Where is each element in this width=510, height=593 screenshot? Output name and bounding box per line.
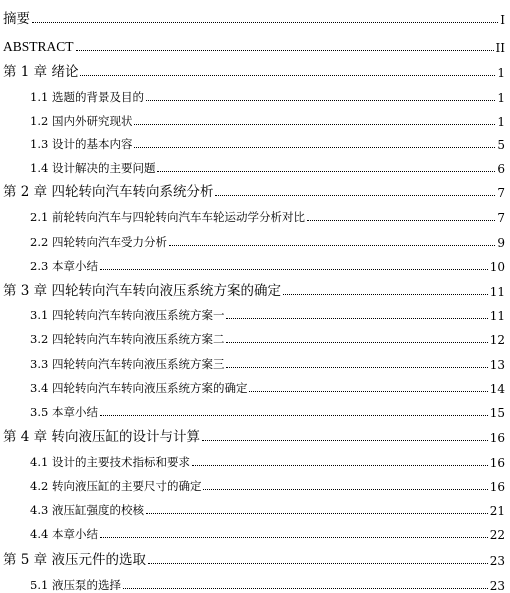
dot-leader <box>202 440 488 441</box>
toc-section-entry <box>0 325 510 347</box>
toc-entry-page-number: 7 <box>497 186 505 200</box>
toc-entry-page-number: 10 <box>489 260 505 274</box>
toc-entry-page-number: 6 <box>497 162 505 176</box>
toc-entry-title: 4.3 液压缸强度的校核 <box>30 503 144 517</box>
dot-leader <box>123 588 488 589</box>
dot-leader <box>283 294 488 295</box>
toc-entry-page-number: II <box>495 41 505 55</box>
dot-leader <box>307 220 495 221</box>
toc-entry-page-number: 13 <box>489 358 505 372</box>
toc-entry-title: 第 2 章 四轮转向汽车转向系统分析 <box>3 184 214 200</box>
toc-entry-page-number: 5 <box>497 138 505 152</box>
toc-entry-title: 5.1 液压泵的选择 <box>30 578 121 592</box>
toc-entry-title: 1.3 设计的基本内容 <box>30 137 133 151</box>
toc-section-entry <box>0 520 510 542</box>
toc-section-entry <box>0 571 510 593</box>
dot-leader <box>134 147 495 148</box>
toc-section-entry <box>0 107 510 129</box>
toc-entry-page-number: 16 <box>489 480 505 494</box>
toc-chapter-entry <box>0 58 510 80</box>
toc-section-entry <box>0 448 510 470</box>
toc-section-entry <box>0 496 510 518</box>
toc-section-entry <box>0 350 510 372</box>
toc-section-entry <box>0 472 510 494</box>
toc-section-entry <box>0 301 510 323</box>
dot-leader <box>146 100 495 101</box>
dot-leader <box>148 563 488 564</box>
toc-entry-title: 4.4 本章小结 <box>30 527 98 541</box>
toc-entry-title: 3.2 四轮转向汽车转向液压系统方案二 <box>30 332 225 346</box>
toc-entry-title: 3.5 本章小结 <box>30 405 98 419</box>
dot-leader <box>76 50 494 51</box>
dot-leader <box>100 537 488 538</box>
toc-entry-page-number: 21 <box>489 504 505 518</box>
toc-entry-title: 4.2 转向液压缸的主要尺寸的确定 <box>30 479 202 493</box>
toc-entry-page-number: 14 <box>489 382 505 396</box>
toc-entry-page-number: I <box>500 13 505 27</box>
dot-leader <box>226 342 487 343</box>
toc-entry-page-number: 23 <box>489 554 505 568</box>
toc-section-entry <box>0 203 510 225</box>
toc-section-entry <box>0 374 510 396</box>
toc-entry-page-number: 1 <box>497 66 505 80</box>
toc-entry-title: 3.4 四轮转向汽车转向液压系统方案的确定 <box>30 381 248 395</box>
toc-chapter-entry <box>0 178 510 200</box>
dot-leader <box>226 318 487 319</box>
toc-entry-page-number: 7 <box>497 211 505 225</box>
toc-section-entry <box>0 252 510 274</box>
toc-entry-page-number: 11 <box>489 309 505 323</box>
dot-leader <box>226 367 487 368</box>
toc-chapter-entry <box>0 33 510 55</box>
toc-section-entry <box>0 398 510 420</box>
dot-leader <box>169 245 495 246</box>
toc-entry-page-number: 16 <box>489 456 505 470</box>
dot-leader <box>100 269 488 270</box>
toc-entry-title: 第 4 章 转向液压缸的设计与计算 <box>3 429 200 445</box>
toc-section-entry <box>0 130 510 152</box>
toc-entry-title: 第 1 章 绪论 <box>3 64 79 80</box>
dot-leader <box>32 22 498 23</box>
toc-entry-page-number: 11 <box>489 285 505 299</box>
dot-leader <box>80 75 495 76</box>
toc-entry-page-number: 1 <box>497 115 505 129</box>
toc-entry-page-number: 9 <box>497 236 505 250</box>
dot-leader <box>249 391 487 392</box>
toc-chapter-entry <box>0 423 510 445</box>
dot-leader <box>192 465 488 466</box>
dot-leader <box>146 513 488 514</box>
toc-chapter-entry <box>0 277 510 299</box>
toc-section-entry <box>0 154 510 176</box>
toc-entry-title: 3.1 四轮转向汽车转向液压系统方案一 <box>30 308 225 322</box>
toc-entry-title: 2.2 四轮转向汽车受力分析 <box>30 235 167 249</box>
toc-section-entry <box>0 228 510 250</box>
toc-section-entry <box>0 83 510 105</box>
toc-entry-title: 1.1 选题的背景及目的 <box>30 90 144 104</box>
toc-entry-title: 2.3 本章小结 <box>30 259 98 273</box>
toc-chapter-entry <box>0 5 510 27</box>
dot-leader <box>203 489 487 490</box>
toc-entry-title: 3.3 四轮转向汽车转向液压系统方案三 <box>30 357 225 371</box>
dot-leader <box>157 171 495 172</box>
toc-entry-title: ABSTRACT <box>3 39 74 54</box>
toc-entry-page-number: 1 <box>497 91 505 105</box>
toc-entry-title: 第 3 章 四轮转向汽车转向液压系统方案的确定 <box>3 283 281 299</box>
toc-entry-page-number: 22 <box>489 528 505 542</box>
toc-entry-page-number: 16 <box>489 431 505 445</box>
toc-entry-title: 摘要 <box>3 11 30 27</box>
toc-entry-page-number: 23 <box>489 579 505 593</box>
toc-entry-title: 4.1 设计的主要技术指标和要求 <box>30 455 190 469</box>
dot-leader <box>134 124 495 125</box>
toc-chapter-entry <box>0 546 510 568</box>
toc-entry-page-number: 12 <box>489 333 505 347</box>
toc-entry-title: 1.2 国内外研究现状 <box>30 114 133 128</box>
toc-entry-page-number: 15 <box>489 406 505 420</box>
toc-entry-title: 1.4 设计解决的主要问题 <box>30 161 156 175</box>
dot-leader <box>215 195 495 196</box>
dot-leader <box>100 415 488 416</box>
toc-entry-title: 2.1 前轮转向汽车与四轮转向汽车车轮运动学分析对比 <box>30 210 305 224</box>
toc-entry-title: 第 5 章 液压元件的选取 <box>3 552 146 568</box>
